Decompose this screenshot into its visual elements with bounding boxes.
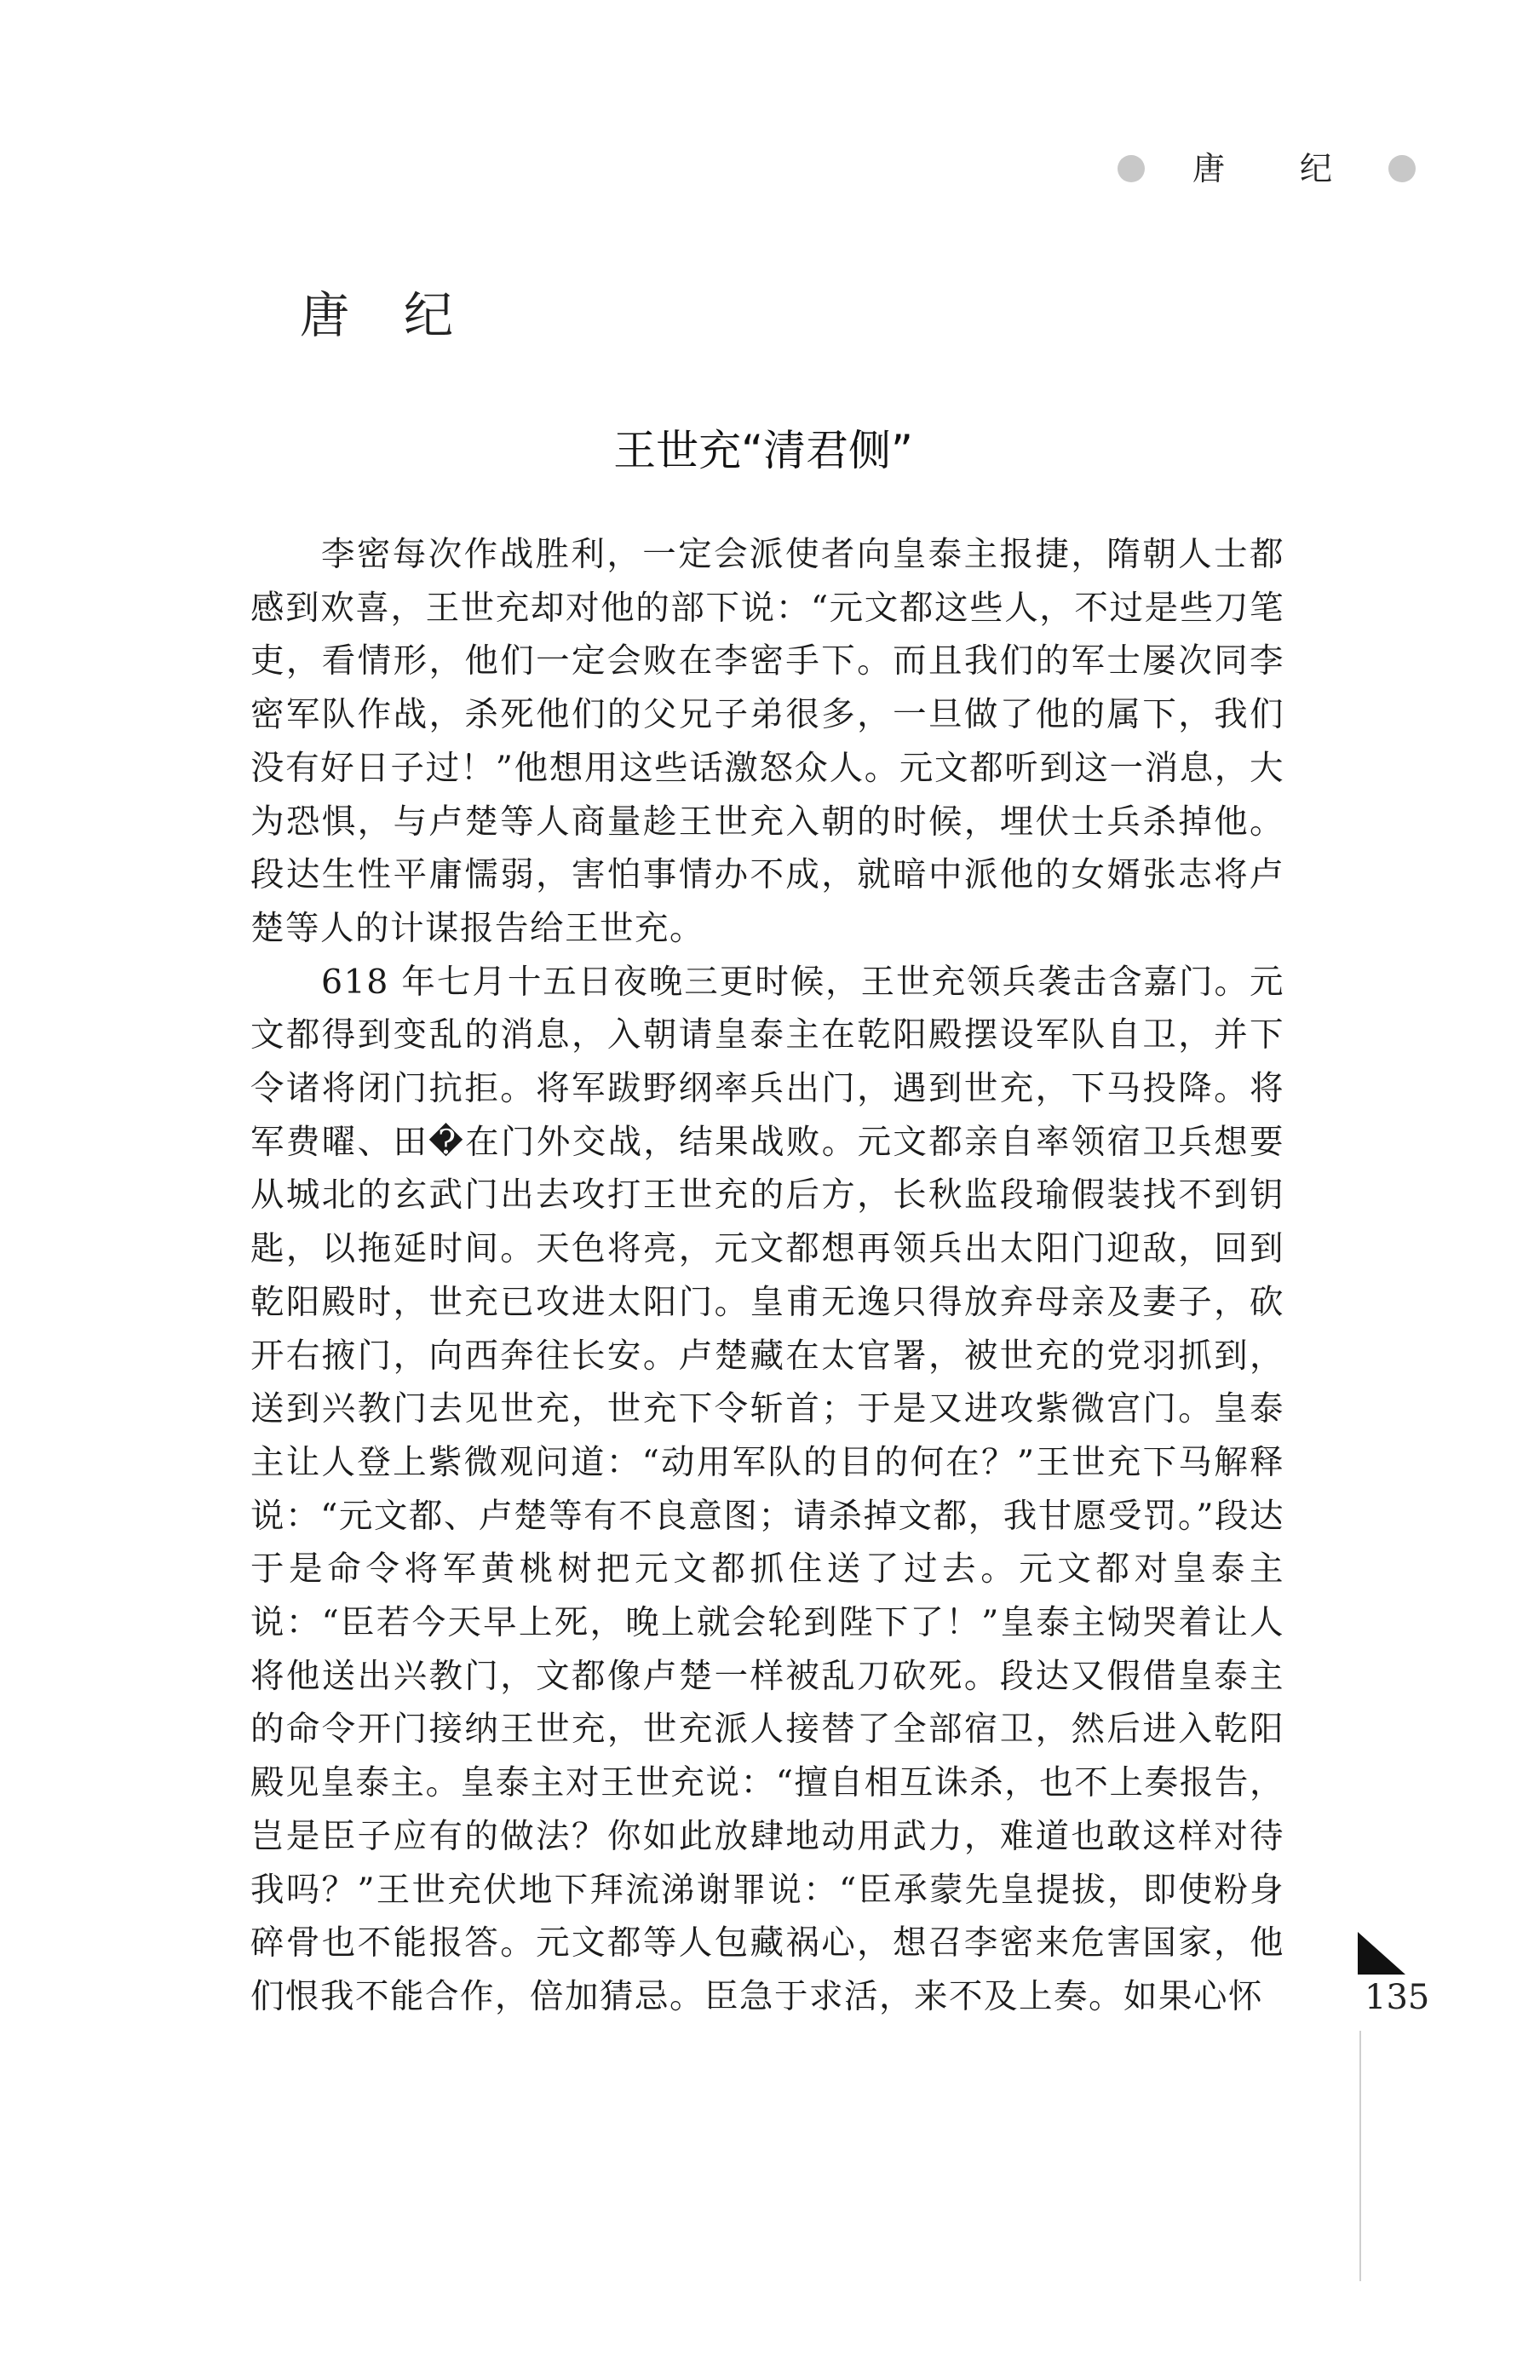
running-header [1107, 141, 1431, 193]
paragraph: 李密每次作战胜利，一定会派使者向皇泰主报捷，隋朝人士都感到欢喜，王世充却对他的部下说：“元文都这些人，不过是些刀笔吏，看情形，他们一定会败在李密手下。而且我们的军士屡次同李密军队作战，杀死他们的父兄子弟很多，一旦做了他的属下，我们没有好日子过！”他想用这些话激怒众人。元文都听到这一消息，大为恐惧，与卢楚等人商量趁王世充入朝的时候，埋伏士兵杀掉他。段达生性平庸懦弱，害怕事情办不成，就暗中派他的女婿张志将卢楚等人的计谋报告给王世充。 [250, 535, 1284, 948]
chapter-title: 唐纪 [300, 286, 509, 344]
body-text [250, 528, 1284, 2024]
margin-rule [1359, 2031, 1361, 2281]
page-corner-triangle-icon [1358, 1932, 1405, 1975]
running-header-char-1: 唐 [1192, 150, 1226, 187]
article-title: 王世充“清君侧” [613, 426, 913, 475]
header-right-dot-icon [1388, 155, 1416, 182]
paragraph: 618 年七月十五日夜晚三更时候，王世充领兵袭击含嘉门。元文都得到变乱的消息，入朝请皇泰主在乾阳殿摆设军队自卫，并下令诸将闭门抗拒。将军跋野纲率兵出门，遇到世充，下马投降。将军费曜、田�在门外交战，结果战败。元文都亲自率领宿卫兵想要从城北的玄武门出去攻打王世充的后方，长秋监段瑜假装找不到钥匙，以拖延时间。天色将亮，元文都想再领兵出太阳门迎敌，回到乾阳殿时，世充已攻进太阳门。皇甫无逸只得放弃母亲及妻子，砍开右掖门，向西奔往长安。卢楚藏在太官署，被世充的党羽抓到，送到兴教门去见世充，世充下令斩首；于是又进攻紫微宫门。皇泰主让人登上紫微观问道：“动用军队的目的何在？”王世充下马解释说：“元文都、卢楚等有不良意图；请杀掉文都，我甘愿受罚。”段达于是命令将军黄桃树把元文都抓住送了过去。元文都对皇泰主说：“臣若今天早上死，晚上就会轮到陛下了！”皇泰主恸哭着让人将他送出兴教门，文都像卢楚一样被乱刀砍死。段达又假借皇泰主的命令开门接纳王世充，世充派人接替了全部宿卫，然后进入乾阳殿见皇泰主。皇泰主对王世充说：“擅自相互诛杀，也不上奏报告，岂是臣子应有的做法？你如此放肆地动用武力，难道也敢这样对待我吗？”王世充伏地下拜流涕谢罪说：“臣承蒙先皇提拔，即使粉身碎骨也不能报答。元文都等人包藏祸心，想召李密来危害国家，他们恨我不能合作，倍加猜忌。臣急于求活，来不及上奏。如果心怀 [250, 962, 1284, 2016]
header-left-dot-icon [1118, 155, 1145, 182]
page-number: 135 [1365, 1978, 1430, 2017]
running-header-char-2: 纪 [1300, 150, 1333, 187]
